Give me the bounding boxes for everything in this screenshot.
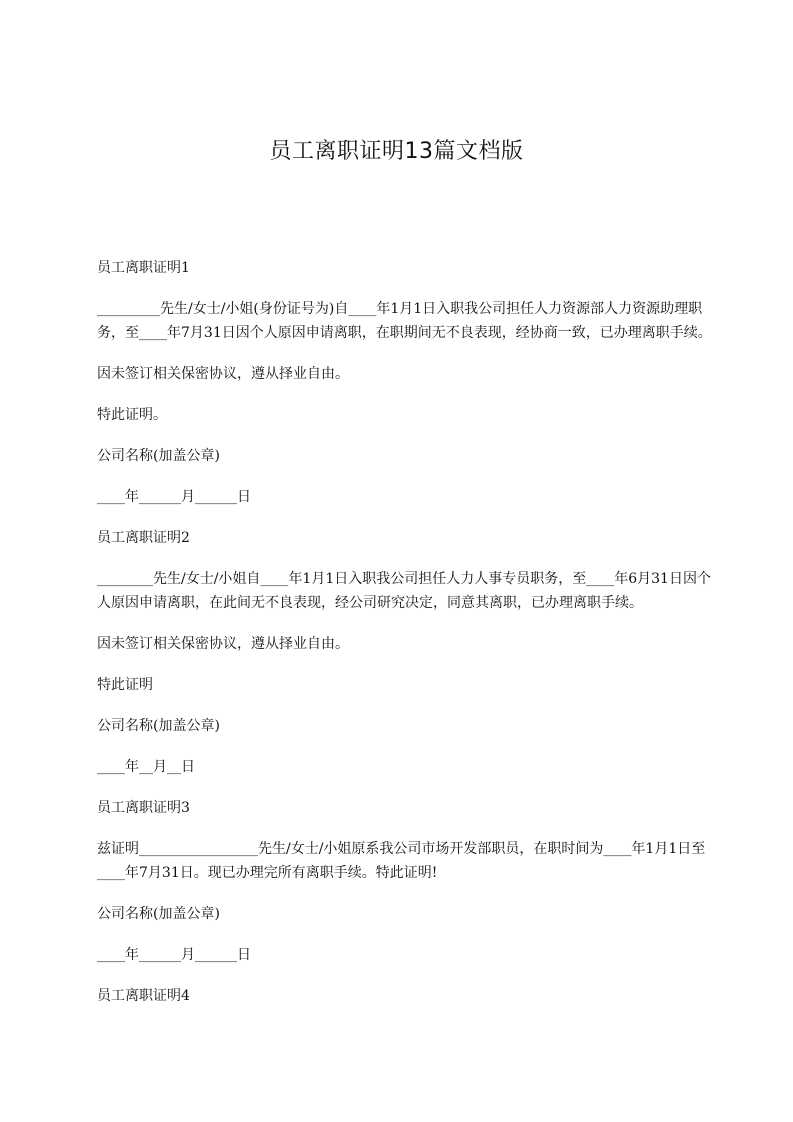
date-line: ____年______月______日 [97,947,251,963]
paragraph: 因未签订相关保密协议，遵从择业自由。 [97,366,349,382]
paragraph: _________先生/女士/小姐(身份证号为)自____年1月1日入职我公司担任人力资源部人力资源助理职务，至____年7月31日因个人原因申请离职，在职期间无不良表现，经协商一致，已办理离职手续。 [97,301,712,341]
section-heading: 员工离职证明1 [97,260,190,276]
paragraph: 特此证明。 [97,407,167,423]
paragraph: 因未签订相关保密协议，遵从择业自由。 [97,636,349,652]
document-title: 员工离职证明13篇文档版 [269,139,524,164]
date-line: ____年______月______日 [97,489,251,505]
paragraph: 公司名称(加盖公章) [97,448,220,464]
paragraph: 公司名称(加盖公章) [97,718,220,734]
paragraph: 公司名称(加盖公章) [97,906,220,922]
document-body [97,256,717,1025]
paragraph: ________先生/女士/小姐自____年1月1日入职我公司担任人力人事专员职务，至____年6月31日因个人原因申请离职，在此间无不良表现，经公司研究决定，同意其离职，已办理离职手续。 [97,571,711,611]
section-heading: 员工离职证明4 [97,988,190,1004]
paragraph: 特此证明 [97,677,153,693]
paragraph: 兹证明_________________先生/女士/小姐原系我公司市场开发部职员，在职时间为____年1月1日至____年7月31日。现已办理完所有离职手续。特此证明! [97,841,706,881]
section-heading: 员工离职证明3 [97,800,190,816]
date-line: ____年__月__日 [97,759,195,775]
section-heading: 员工离职证明2 [97,530,190,546]
